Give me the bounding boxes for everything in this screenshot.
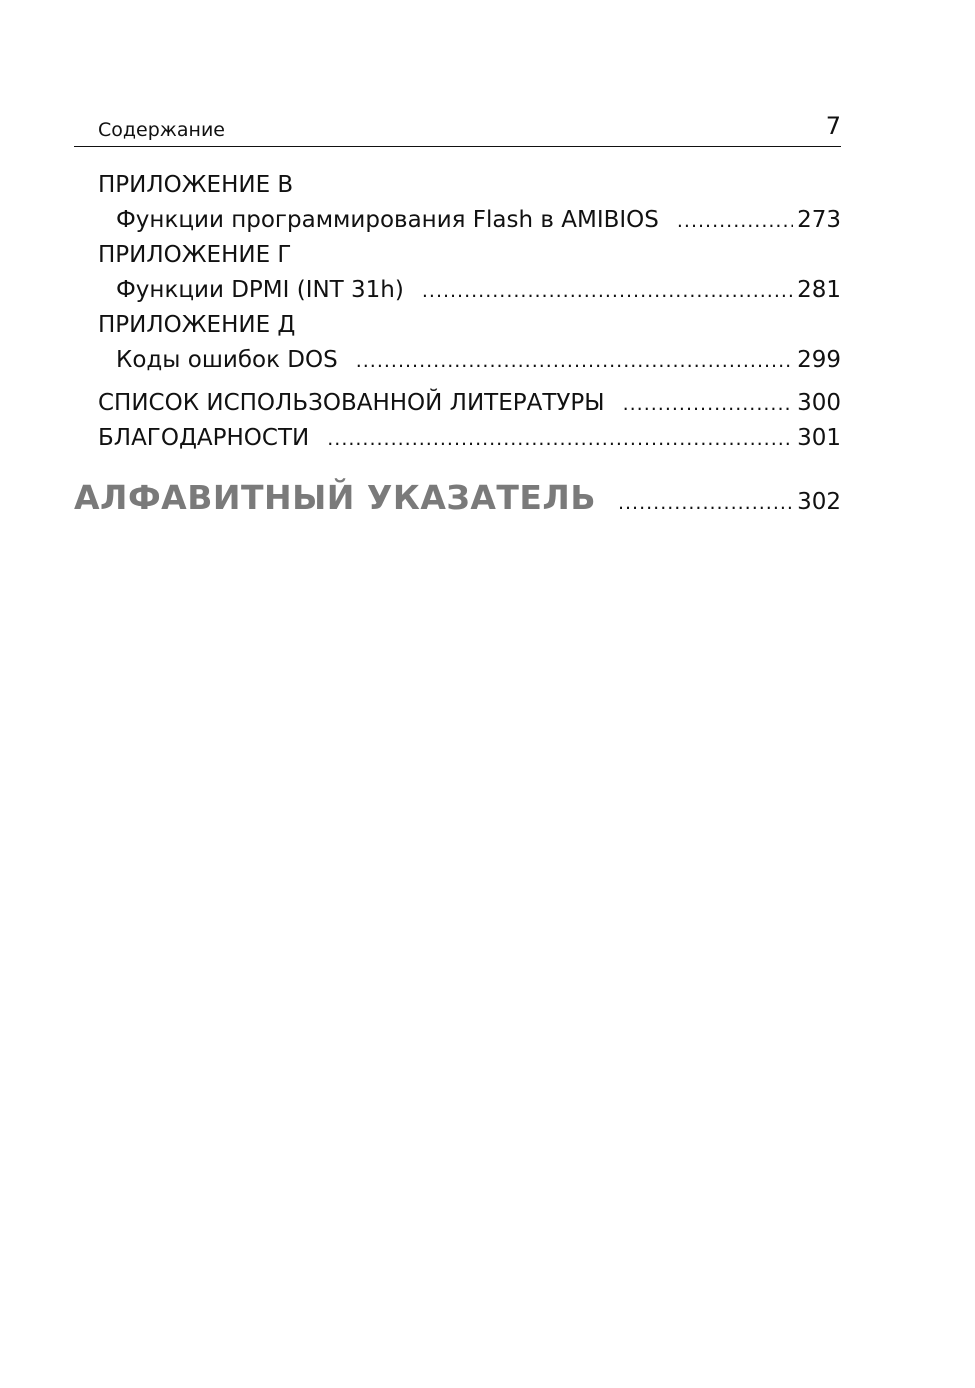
toc-entry-acknowledgements[interactable] [98, 421, 841, 456]
toc-entry-page: 273 [797, 207, 841, 233]
dot-leader [618, 481, 793, 525]
toc-entry-references[interactable] [98, 386, 841, 421]
toc-entry-title: СПИСОК ИСПОЛЬЗОВАННОЙ ЛИТЕРАТУРЫ [98, 390, 605, 416]
toc-appendix-g [98, 238, 841, 308]
toc-entry-page: 281 [797, 277, 841, 303]
running-header [74, 112, 841, 147]
appendix-label: ПРИЛОЖЕНИЕ В [98, 172, 294, 198]
toc-entry-title: АЛФАВИТНЫЙ УКАЗАТЕЛЬ [74, 478, 596, 517]
table-of-contents [74, 168, 841, 520]
toc-entry[interactable] [98, 272, 841, 308]
running-title: Содержание [98, 119, 225, 141]
toc-appendix-d [98, 308, 841, 378]
dot-leader [623, 387, 794, 422]
dot-leader [327, 422, 793, 457]
toc-entry-title: Функции DPMI (INT 31h) [116, 277, 404, 303]
appendix-label: ПРИЛОЖЕНИЕ Д [98, 312, 296, 338]
appendix-label: ПРИЛОЖЕНИЕ Г [98, 242, 292, 268]
toc-entry-title: Коды ошибок DOS [116, 347, 338, 373]
toc-entry-title: БЛАГОДАРНОСТИ [98, 425, 310, 451]
toc-entry-index[interactable] [74, 476, 841, 520]
toc-entry-page: 301 [797, 425, 841, 451]
toc-entry[interactable] [98, 342, 841, 378]
dot-leader [356, 343, 793, 379]
toc-entry[interactable] [98, 202, 841, 238]
dot-leader [677, 203, 793, 239]
dot-leader [422, 273, 793, 309]
page-number: 7 [825, 112, 841, 140]
toc-appendix-v [98, 168, 841, 238]
toc-entry-page: 300 [797, 390, 841, 416]
toc-entry-page: 299 [797, 347, 841, 373]
toc-entry-title: Функции программирования Flash в AMIBIOS [116, 207, 659, 233]
spacer [98, 378, 841, 386]
spacer [98, 456, 841, 476]
toc-entry-page: 302 [797, 489, 841, 515]
